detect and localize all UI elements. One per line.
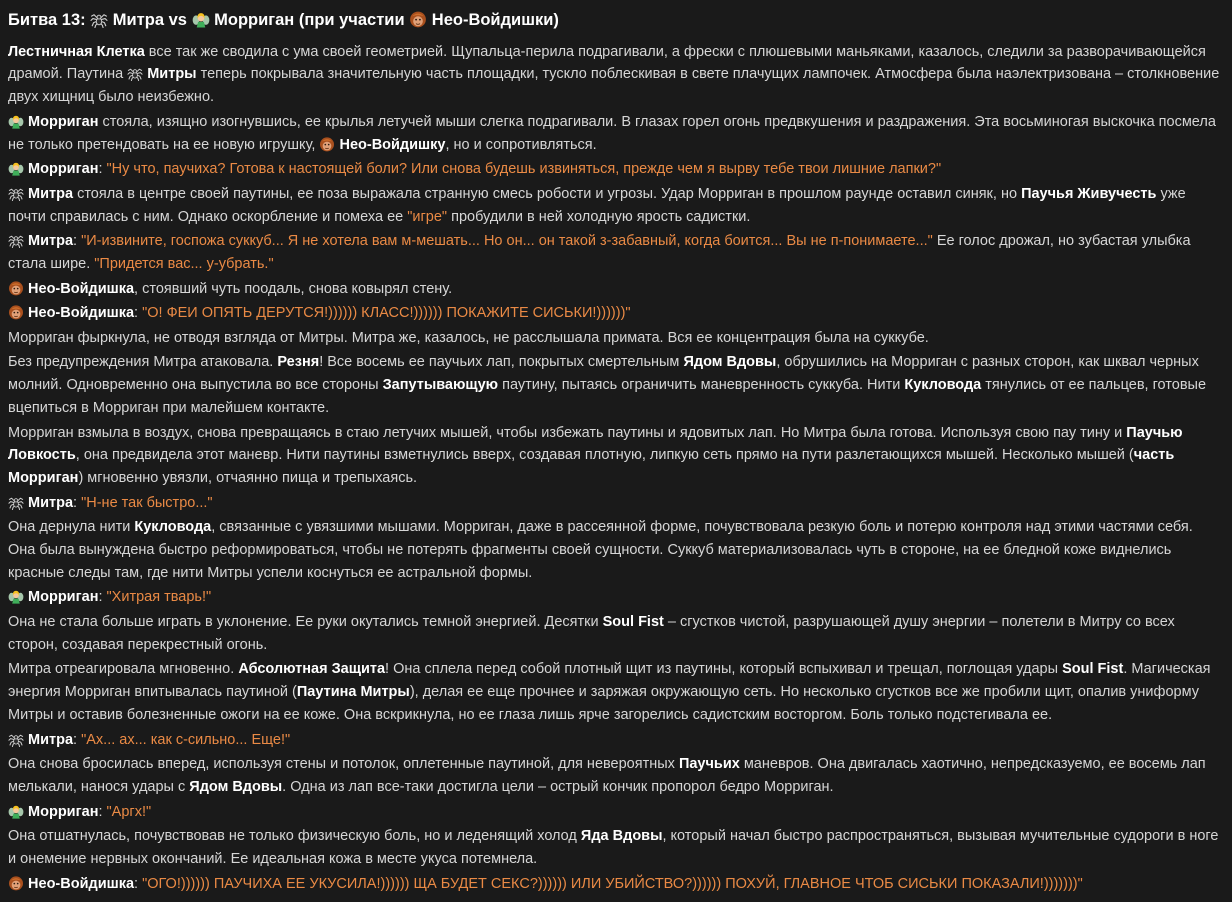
text-run: паутину, пытаясь ограничить маневренность суккуба. Нити [498,377,905,394]
text-run: : [134,305,143,322]
spider-icon [90,10,108,28]
story-paragraph [8,753,1224,799]
text-run: : [98,589,107,606]
text-run: ! Все восемь ее паучьих лап, покрытых смертельным [319,354,684,371]
quoted-speech: "Аргх!" [106,803,152,820]
bold-text: Нео-Войдишка [24,305,135,322]
text-run: Митра vs [108,11,192,29]
bold-text: Морриган [24,113,99,130]
text-run: Морриган (при участии [209,11,410,29]
text-run: – сгустков чистой, разрушающей душу энергии – полетели в Митру со всех сторон, создавая перекрестный огонь. [8,614,1175,653]
text-run: , который начал быстро распространяться, вызывая мучительные судороги в ноге и онемение нервных окончаний. Ее идеальная кожа в месте укуса потемнела. [8,828,1219,868]
ape-icon [8,304,24,320]
text-run: : [73,731,82,748]
spider-icon [127,65,143,81]
story-paragraph [8,302,1224,325]
bold-text: Митра [24,731,74,748]
text-run: Битва 13: [8,11,91,29]
bold-text: Нео-Войдишка [24,280,135,297]
story-paragraph [8,111,1224,157]
bold-text: часть Морриган [8,447,1175,487]
spider-icon [8,185,24,201]
text-run: Морриган фыркнула, не отводя взгляда от Митры. Митра же, казалось, не расслышала примата. Вся ее концентрация была на суккубе. [8,329,929,346]
story-paragraph [8,801,1224,824]
quoted-speech: "Ах... ах... как с-сильно... Еще!" [81,731,291,748]
text-run: , обрушились на Морриган с разных сторон, как шквал черных молний. Одновременно она выпустила во все стороны [8,354,1199,394]
bold-text: Паучья Живучесть [1021,185,1157,202]
bold-text: Паучьих [678,756,740,773]
bold-text: Яда Вдовы [580,828,663,845]
story-paragraph [8,351,1224,419]
story-paragraph [8,729,1224,752]
text-run: : [73,494,82,511]
fairy-icon [8,113,24,129]
text-run: . Магическая энергия Морриган впитывалась паутиной ( [8,661,1211,701]
bold-text: Ядом Вдовы [683,354,777,371]
story-paragraph [8,327,1224,350]
ape-icon [319,136,335,152]
ape-icon [409,10,427,28]
bold-text: Ядом Вдовы [189,779,283,796]
text-run: уже почти справилась с ним. Однако оскорбление и помеха ее [8,185,1186,225]
quoted-speech: "игре" [407,208,448,225]
text-run: стояла, изящно изогнувшись, ее крылья летучей мыши слегка подрагивали. В глазах горел огонь предвкушения и раздражения. Эта восьминогая выскочка посмела не только претендовать на ее новую игрушку, [8,113,1216,153]
quoted-speech: "ОГО!)))))) ПАУЧИХА ЕЕ УКУСИЛА!)))))) ЩА БУДЕТ СЕКС?)))))) ИЛИ УБИЙСТВО?)))))) ПОХУЙ, ГЛАВНОЕ ЧТОБ СИСЬКИ ПОКАЗАЛИ!)))))))" [142,875,1083,892]
bold-text: Митра [24,233,74,250]
story-body [8,41,1224,896]
bold-text: Митры [143,66,197,83]
story-paragraph [8,158,1224,181]
spider-icon [8,494,24,510]
text-run: Нео-Войдишки) [427,11,559,29]
bold-text: Нео-Войдишку [335,136,446,153]
text-run: : [73,233,82,250]
story-paragraph [8,278,1224,301]
quoted-speech: "Н-не так быстро..." [81,494,213,511]
text-run: тянулись от ее пальцев, готовые вцепиться в Морриган при малейшем контакте. [8,377,1207,416]
fairy-icon [192,10,210,28]
bold-text: Абсолютная Защита [238,661,386,678]
bold-text: Паутина Митры [296,684,410,701]
ape-icon [8,875,24,891]
bold-text: Паучью Ловкость [8,424,1183,464]
text-run: , связанные с увязшими мышами. Морриган, даже в рассеянной форме, почувствовала резкую боль и потерю контроля над этими частями себя. Она была вынуждена быстро реформироваться, чтобы не потерять фрагменты своей сущности. Суккуб материализовалась чуть в стороне, на ее бледной коже виднелись красные следы там, где нити Митры успели коснуться ее астральной формы. [8,519,1193,581]
bold-text: Морриган [24,589,99,606]
bold-text: Резня [277,354,320,371]
text-run: . Одна из лап все-таки достигла цели – острый кончик пропорол бедро Морриган. [282,779,834,796]
story-paragraph [8,825,1224,871]
text-run: , она предвидела этот маневр. Нити паутины взметнулись вверх, создавая плотную, липкую сеть прямо на пути разлетающихся мышей. Несколько мышей ( [75,447,1134,464]
text-run: Морриган взмыла в воздух, снова превращаясь в стаю летучих мышей, чтобы избежать паутины и ядовитых лап. Но Митра была готова. Используя свою пау тину и [8,424,1127,441]
text-run: стояла в центре своей паутины, ее поза выражала странную смесь робости и угрозы. Удар Морриган в прошлом раунде оставил синяк, но [73,185,1022,202]
story-paragraph [8,586,1224,609]
bold-text: Кукловода [134,519,212,536]
bold-text: Кукловода [904,377,982,394]
quoted-speech: "Хитрая тварь!" [106,589,212,606]
fairy-icon [8,160,24,176]
text-run: : [98,161,107,178]
story-paragraph [8,516,1224,584]
bold-text: Морриган [24,161,99,178]
story-paragraph [8,658,1224,726]
text-run: Она отшатнулась, почувствовав не только физическую боль, но и леденящий холод [8,828,581,845]
text-run: , стоявший чуть поодаль, снова ковырял стену. [134,280,453,297]
text-run: Она не стала больше играть в уклонение. Ее руки окутались темной энергией. Десятки [8,614,603,631]
text-run: : [134,875,143,892]
story-paragraph [8,873,1224,896]
battle-title [8,9,1224,31]
text-run: все так же сводила с ума своей геометрией. Щупальца-перила подрагивали, а фрески с плюшевыми маньяками, казалось, следили за разворачивающейся драмой. Паутина [8,43,1206,83]
text-run: Она снова бросилась вперед, используя стены и потолок, оплетенные паутиной, для невероятных [8,756,679,773]
text-run: : [98,803,107,820]
text-run: пробудили в ней холодную ярость садистки. [447,208,751,225]
quoted-speech: "Придется вас... у-убрать." [94,255,274,272]
bold-text: Soul Fist [602,614,664,631]
story-paragraph [8,611,1224,657]
quoted-speech: "Ну что, паучиха? Готова к настоящей боли? Или снова будешь извиняться, прежде чем я вырву тебе твои лишние лапки?" [106,161,942,178]
text-run: Ее голос дрожал, но зубастая улыбка стала шире. [8,233,1191,272]
text-run: ) мгновенно увязли, отчаянно пища и трепыхаясь. [78,470,418,487]
bold-text: Soul Fist [1062,661,1124,678]
bold-text: Митра [24,185,74,202]
text-run: Она дернула нити [8,519,135,536]
story-paragraph [8,492,1224,515]
bold-text: Запутывающую [382,377,499,394]
story-paragraph [8,422,1224,490]
text-run: ! Она сплела перед собой плотный щит из паутины, который вспыхивал и трещал, поглощая удары [385,661,1063,678]
bold-text: Нео-Войдишка [24,875,135,892]
text-run: ), делая ее еще прочнее и заряжая окружающую сеть. Но несколько сгустков все же пробили щит, опалив униформу Митры и оставив болезненные ожоги на ее коже. Она вскрикнула, но ее глаза лишь ярче загорелись садистским восторгом. Боль только подстегивала ее. [8,684,1199,724]
story-paragraph [8,230,1224,276]
text-run: , но и сопротивляться. [445,136,597,153]
quoted-speech: "И-извините, госпожа суккуб... Я не хотела вам м-мешать... Но он... он такой з-забавный, когда боится... Вы не п-понимаете..." [81,233,933,250]
bold-text: Морриган [24,803,99,820]
text-run: Без предупреждения Митра атаковала. [8,354,278,371]
story-paragraph [8,183,1224,229]
spider-icon [8,731,24,747]
story-paragraph [8,41,1224,109]
quoted-speech: "О! ФЕИ ОПЯТЬ ДЕРУТСЯ!)))))) КЛАСС!)))))) ПОКАЖИТЕ СИСЬКИ!))))))" [142,305,631,322]
bold-text: Митра [24,494,74,511]
text-run: маневров. Она двигалась хаотично, непредсказуемо, ее восемь лап мелькали, нанося удары с [8,756,1206,796]
spider-icon [8,232,24,248]
fairy-icon [8,803,24,819]
bold-text: Лестничная Клетка [8,43,145,60]
fairy-icon [8,588,24,604]
text-run: Митра отреагировала мгновенно. [8,661,239,678]
ape-icon [8,280,24,296]
text-run: теперь покрывала значительную часть площадки, тускло поблескивая в свете плачущих лампочек. Атмосфера была наэлектризована – столкновение двух хищниц было неизбежно. [8,66,1220,106]
